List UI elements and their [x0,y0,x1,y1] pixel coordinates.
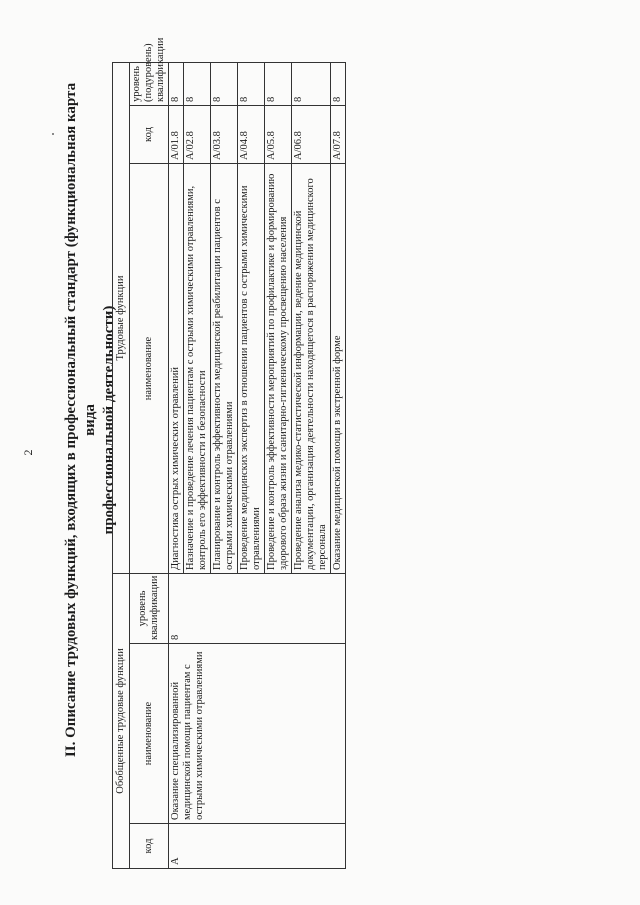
labor-function-code: A/06.8 [292,106,331,164]
header-labor-code: код [130,106,169,164]
generalized-level: 8 [169,574,346,644]
labor-function-code: A/07.8 [331,106,346,164]
labor-function-level: 8 [169,62,184,105]
labor-function-level: 8 [292,62,331,105]
header-labor-name: наименование [130,164,169,574]
labor-function-level: 8 [265,62,292,105]
section-title-line2: профессиональной деятельности) [101,305,117,535]
labor-function-level: 8 [331,62,346,105]
labor-function-level: 8 [184,62,211,105]
header-generalized-functions: Обобщенные трудовые функции [113,574,130,869]
labor-function-name: Планирование и контроль эффективности медицинской реабилитации пациентов с острыми химическими отравлениями [211,164,238,574]
page-number: 2 [21,449,35,456]
header-qualification-sublevel: уровень (подуровень) квалификации [130,62,169,105]
labor-function-name: Назначение и проведение лечения пациентам с острыми химическими отравлениями, контроль его эффективности и безопасности [184,164,211,574]
header-labor-functions: Трудовые функции [113,62,130,573]
table-row [169,62,184,868]
generalized-code: A [169,824,346,869]
section-title [62,75,119,765]
generalized-name: Оказание специализированной медицинской помощи пациентам с острыми химическими отравлениями [169,644,346,824]
header-row-columns [130,62,169,868]
labor-function-name: Диагностика острых химических отравлений [169,164,184,574]
labor-function-name: Оказание медицинской помощи в экстренной форме [331,164,346,574]
header-name: наименование [130,644,169,824]
functional-map-table [112,37,346,869]
labor-function-code: A/01.8 [169,106,184,164]
labor-function-name: Проведение и контроль эффективности мероприятий по профилактике и формированию здорового образа жизни и санитарно-гигиеническому просвещению населения [265,164,292,574]
header-row-groups [113,62,130,868]
labor-function-name: Проведение анализа медико-статистической информации, ведение медицинской документации, организация деятельности находящегося в распоряжении медицинского персонала [292,164,331,574]
header-code: код [130,824,169,869]
scan-mark [52,133,54,135]
section-title-line1: II. Описание трудовых функций, входящих в профессиональный стандарт (функциональная карта вида [63,82,98,758]
labor-function-code: A/04.8 [238,106,265,164]
labor-function-level: 8 [238,62,265,105]
labor-function-code: A/02.8 [184,106,211,164]
labor-function-code: A/05.8 [265,106,292,164]
labor-function-level: 8 [211,62,238,105]
labor-function-code: A/03.8 [211,106,238,164]
header-qualification-level: уровень квалификации [130,574,169,644]
labor-function-name: Проведение медицинских экспертиз в отношении пациентов с острыми химическими отравлениями [238,164,265,574]
